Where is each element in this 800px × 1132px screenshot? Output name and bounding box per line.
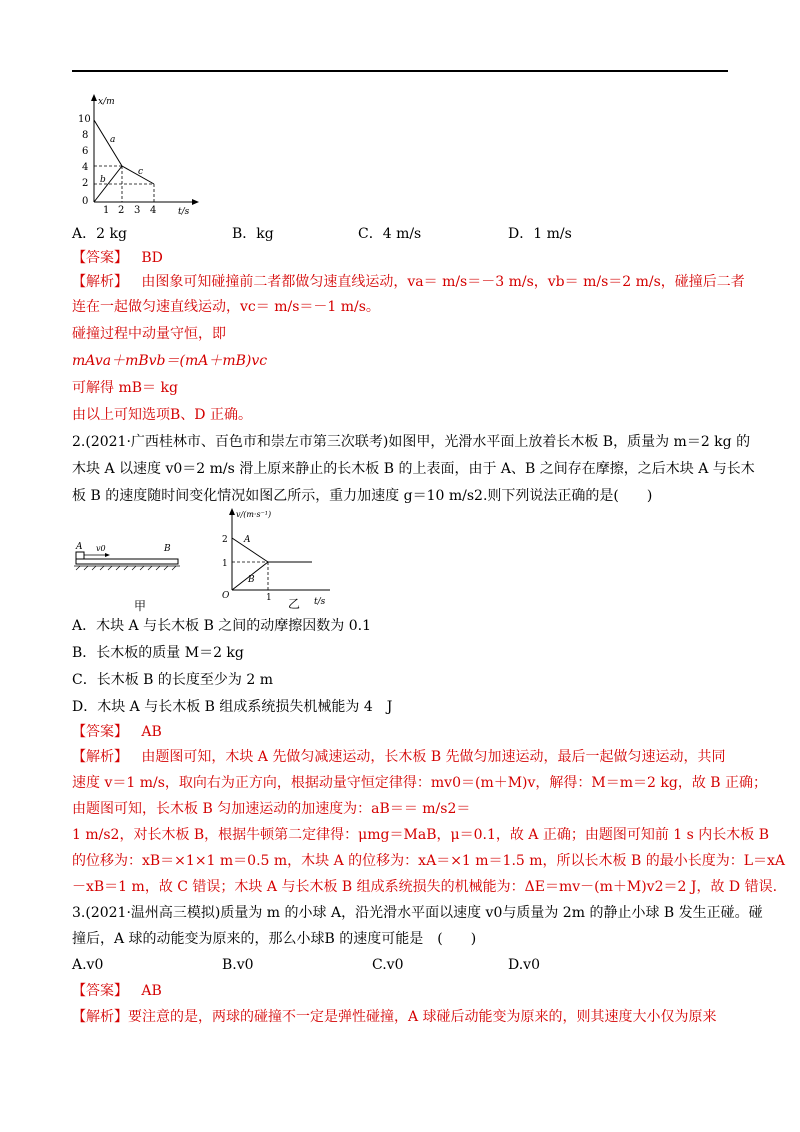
q1-analysis-4: mAva＋mBvb＝(mA＋mB)vc [72,353,268,369]
q1-option-b: B．kg [232,226,274,242]
q2-answer-tag: 【答案】 [72,724,128,740]
q2-analysis-4: 1 m/s2，对长木板 B，根据牛顿第二定律得：μmg＝MaB，μ＝0.1，故 A 正确；由题图可知前 1 s 内长木板 B [72,827,770,843]
q1-y-tick: 8 [82,130,89,141]
q2-stem-2: 木块 A 以速度 v0＝2 m/s 滑上原来静止的长木板 B 的上表面，由于 A、B 之间存在摩擦，之后木块 A 与长木 [72,461,755,477]
q2-analysis-5: 的位移为：xB＝×1×1 m＝0.5 m，木块 A 的位移为：xA＝×1 m＝1.5 m，所以长木板 B 的最小长度为：L＝xA [72,853,786,869]
q2-stem-3: 板 B 的速度随时间变化情况如图乙所示，重力加速度 g＝10 m/s2.则下列说法正确的是( ) [72,488,653,504]
q1-xt-graph [72,92,212,218]
q2-yi-origin: O [222,591,230,601]
q2-answer: AB [141,724,162,740]
q1-answer-line [72,248,732,268]
header-rule [72,70,728,72]
q3-option-c: C.v0 [372,957,404,973]
q2-option-a: A．木块 A 与长木板 B 之间的动摩擦因数为 0.1 [72,618,372,634]
q2-yi-y-label: v/(m·s⁻¹) [236,510,272,519]
q2-stem-1: 2.(2021·广西桂林市、百色市和崇左市第三次联考)如图甲，光滑水平面上放着长木板 B，质量为 m＝2 kg 的 [72,434,751,450]
q1-option-a: A．2 kg [72,226,127,242]
q2-jia-label-b: B [164,544,171,554]
q1-label-b: b [100,175,106,185]
q3-option-d: D.v0 [508,957,540,973]
q1-analysis-tag: 【解析】 [72,274,128,290]
q1-y-tick: 10 [78,114,91,125]
q2-yi-label-a: A [244,535,251,545]
q3-answer-tag: 【答案】 [72,983,128,999]
q2-yi-tick-2: 2 [222,535,228,545]
q1-line-b [94,166,122,202]
q2-figure-yi [212,506,342,610]
q1-analysis-1 [72,272,745,292]
q1-x-label: t/s [178,207,190,217]
q1-option-d: D．1 m/s [508,226,572,242]
q3-option-a: A.v0 [72,957,104,973]
q3-option-b: B.v0 [222,957,254,973]
q3-analysis-text: 要注意的是，两球的碰撞不一定是弹性碰撞，A 球碰后动能变为原来的，则其速度大小仅为原来 [128,1009,717,1025]
q2-yi-caption: 乙 [288,597,301,610]
q3-answer-line [72,981,732,1001]
q2-option-b: B．长木板的质量 M＝2 kg [72,645,244,661]
q1-x-tick: 1 [103,205,110,216]
q2-figure-jia [72,540,192,620]
q1-y-label: x/m [98,97,115,107]
q2-jia-label-a: A [76,542,83,552]
q1-label-a: a [110,135,116,145]
q2-analysis-tag: 【解析】 [72,749,128,765]
q1-analysis-text: 由图象可知碰撞前二者都做匀速直线运动，va＝ m/s＝－3 m/s，vb＝ m/s＝2 m/s，碰撞后二者 [141,274,745,290]
q3-analysis-tag: 【解析】 [72,1009,128,1025]
q1-analysis-6: 由以上可知选项B、D 正确。 [72,407,252,423]
q3-stem-1: 3.(2021·温州高三模拟)质量为 m 的小球 A，沿光滑水平面以速度 v0与质量为 2m 的静止小球 B 发生正碰。碰 [72,905,763,921]
q2-yi-x-label: t/s [314,597,326,607]
q1-answer: BD [141,250,163,266]
q2-analysis-6: －xB＝1 m，故 C 错误；木块 A 与长木板 B 组成系统损失的机械能为：ΔE＝mv－(m＋M)v2＝2 J，故 D 错误. [72,879,778,895]
q1-y-tick: 6 [82,146,89,157]
q2-answer-line [72,722,732,742]
q1-y-tick: 4 [82,162,89,173]
q1-y-tick: 0 [82,196,89,207]
q2-analysis-text: 由题图可知，木块 A 先做匀减速运动，长木板 B 先做匀加速运动，最后一起做匀速运动，共同 [141,749,726,765]
q1-x-tick: 2 [118,205,125,216]
q2-option-d: D．木块 A 与长木板 B 组成系统损失机械能为 4 J [72,699,393,715]
q1-x-tick: 4 [150,205,157,216]
q1-option-c: C．4 m/s [358,226,422,242]
q1-answer-tag: 【答案】 [72,250,128,266]
q1-label-c: c [138,167,144,177]
q3-analysis-1 [72,1007,732,1027]
q3-answer: AB [141,983,162,999]
q2-analysis-3: 由题图可知，长木板 B 匀加速运动的加速度为：aB＝＝ m/s2＝ [72,801,471,817]
q2-jia-caption: 甲 [134,599,147,613]
q1-line-a [94,120,122,166]
q1-analysis-3: 碰撞过程中动量守恒，即 [72,326,226,342]
q2-yi-label-b: B [248,575,255,585]
q2-jia-label-v0: v0 [96,544,106,553]
q2-analysis-1 [72,747,732,767]
q3-stem-2: 撞后，A 球的动能变为原来的，那么小球B 的速度可能是 ( ) [72,931,477,947]
q2-analysis-2: 速度 v＝1 m/s，取向右为正方向，根据动量守恒定律得：mv0＝(m＋M)v，解得：M＝m＝2 kg，故 B 正确； [72,775,768,791]
q1-y-tick: 2 [82,178,89,189]
q2-option-c: C．长木板 B 的长度至少为 2 m [72,672,273,688]
q2-yi-tick-x1: 1 [266,593,272,603]
q2-yi-tick-1: 1 [222,559,228,569]
q1-analysis-5: 可解得 mB＝ kg [72,380,178,396]
q1-analysis-2: 连在一起做匀速直线运动，vc＝ m/s＝－1 m/s。 [72,299,380,315]
q1-x-tick: 3 [134,205,141,216]
